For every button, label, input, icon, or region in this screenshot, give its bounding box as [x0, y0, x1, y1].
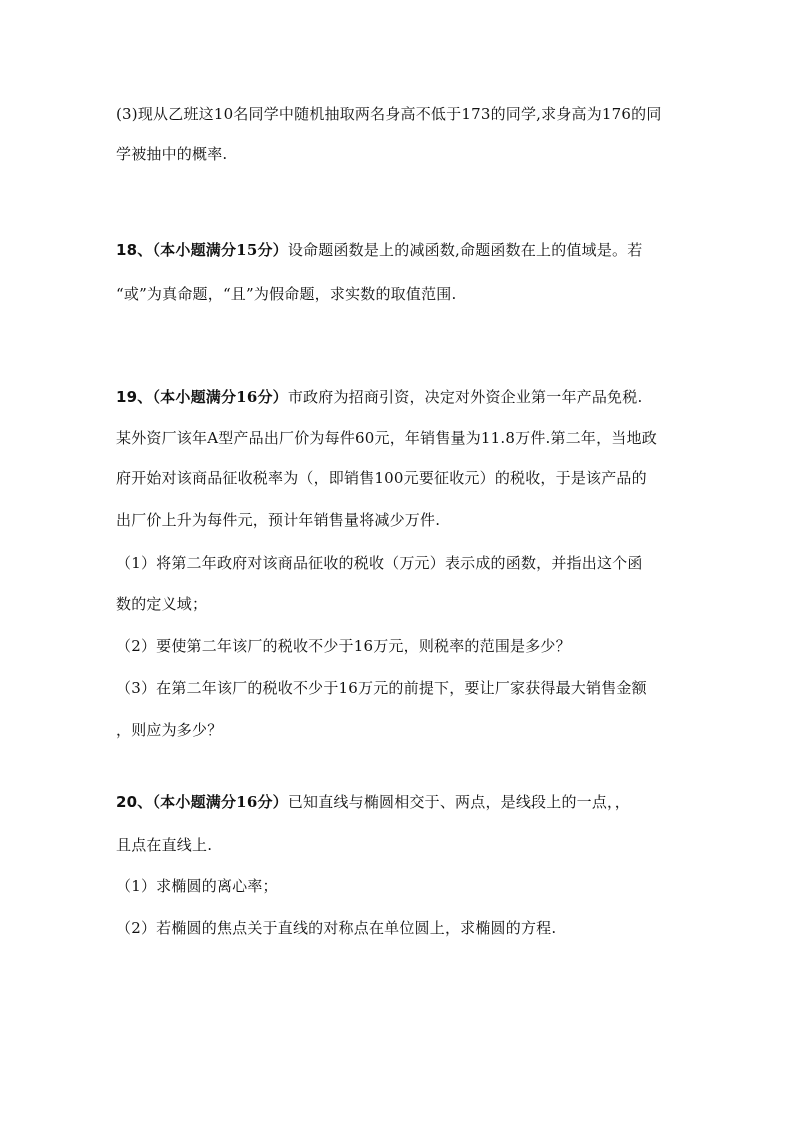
q20-sub2: （2）若椭圆的焦点关于直线的对称点在单位圆上，求椭圆的方程.: [116, 919, 557, 937]
q19-line-2: 某外资厂该年A型产品出厂价为每件60元，年销售量为11.8万件.第二年，当地政: [116, 429, 657, 447]
q18-line-2: “或”为真命题，“且”为假命题，求实数的取值范围.: [116, 285, 457, 303]
q19-sub3-line-1: （3）在第二年该厂的税收不少于16万元的前提下，要让厂家获得最大销售金额: [116, 679, 647, 697]
q19-line-4: 出厂价上升为每件元，预计年销售量将减少万件.: [116, 511, 441, 529]
q19-text-1: 市政府为招商引资，决定对外资企业第一年产品免税.: [287, 388, 643, 406]
q19-sub2: （2）要使第二年该厂的税收不少于16万元，则税率的范围是多少？: [116, 637, 571, 655]
q19-line-3: 府开始对该商品征收税率为（，即销售100元要征收元）的税收，于是该产品的: [116, 469, 647, 487]
q20-line-2: 且点在直线上.: [116, 836, 213, 854]
q18-score-tag: （本小题满分15分）: [152, 241, 288, 259]
q17-line-1: (3)现从乙班这10名同学中随机抽取两名身高不低于173的同学,求身高为176的同: [116, 105, 662, 123]
q17-line-2: 学被抽中的概率.: [116, 145, 228, 163]
q20-score-tag: （本小题满分16分）: [152, 793, 288, 811]
q19-number: 19、: [116, 388, 153, 406]
q19-sub1-line-2: 数的定义域；: [116, 595, 208, 613]
q19-line-1: [116, 387, 642, 407]
q19-sub1-line-1: （1）将第二年政府对该商品征收的税收（万元）表示成的函数，并指出这个函: [116, 554, 643, 572]
q20-number: 20、: [116, 793, 153, 811]
q20-sub1: （1）求椭圆的离心率；: [116, 877, 278, 895]
q19-sub3-line-2: ，则应为多少？: [116, 721, 223, 739]
q19-score-tag: （本小题满分16分）: [152, 388, 288, 406]
q18-line-1: [116, 240, 642, 260]
q20-text-1: 已知直线与椭圆相交于、两点，是线段上的一点，，: [287, 793, 630, 811]
q18-number: 18、: [116, 241, 153, 259]
q20-line-1: [116, 792, 630, 812]
q18-text-1: 设命题函数是上的减函数,命题函数在上的值域是。若: [287, 241, 643, 259]
